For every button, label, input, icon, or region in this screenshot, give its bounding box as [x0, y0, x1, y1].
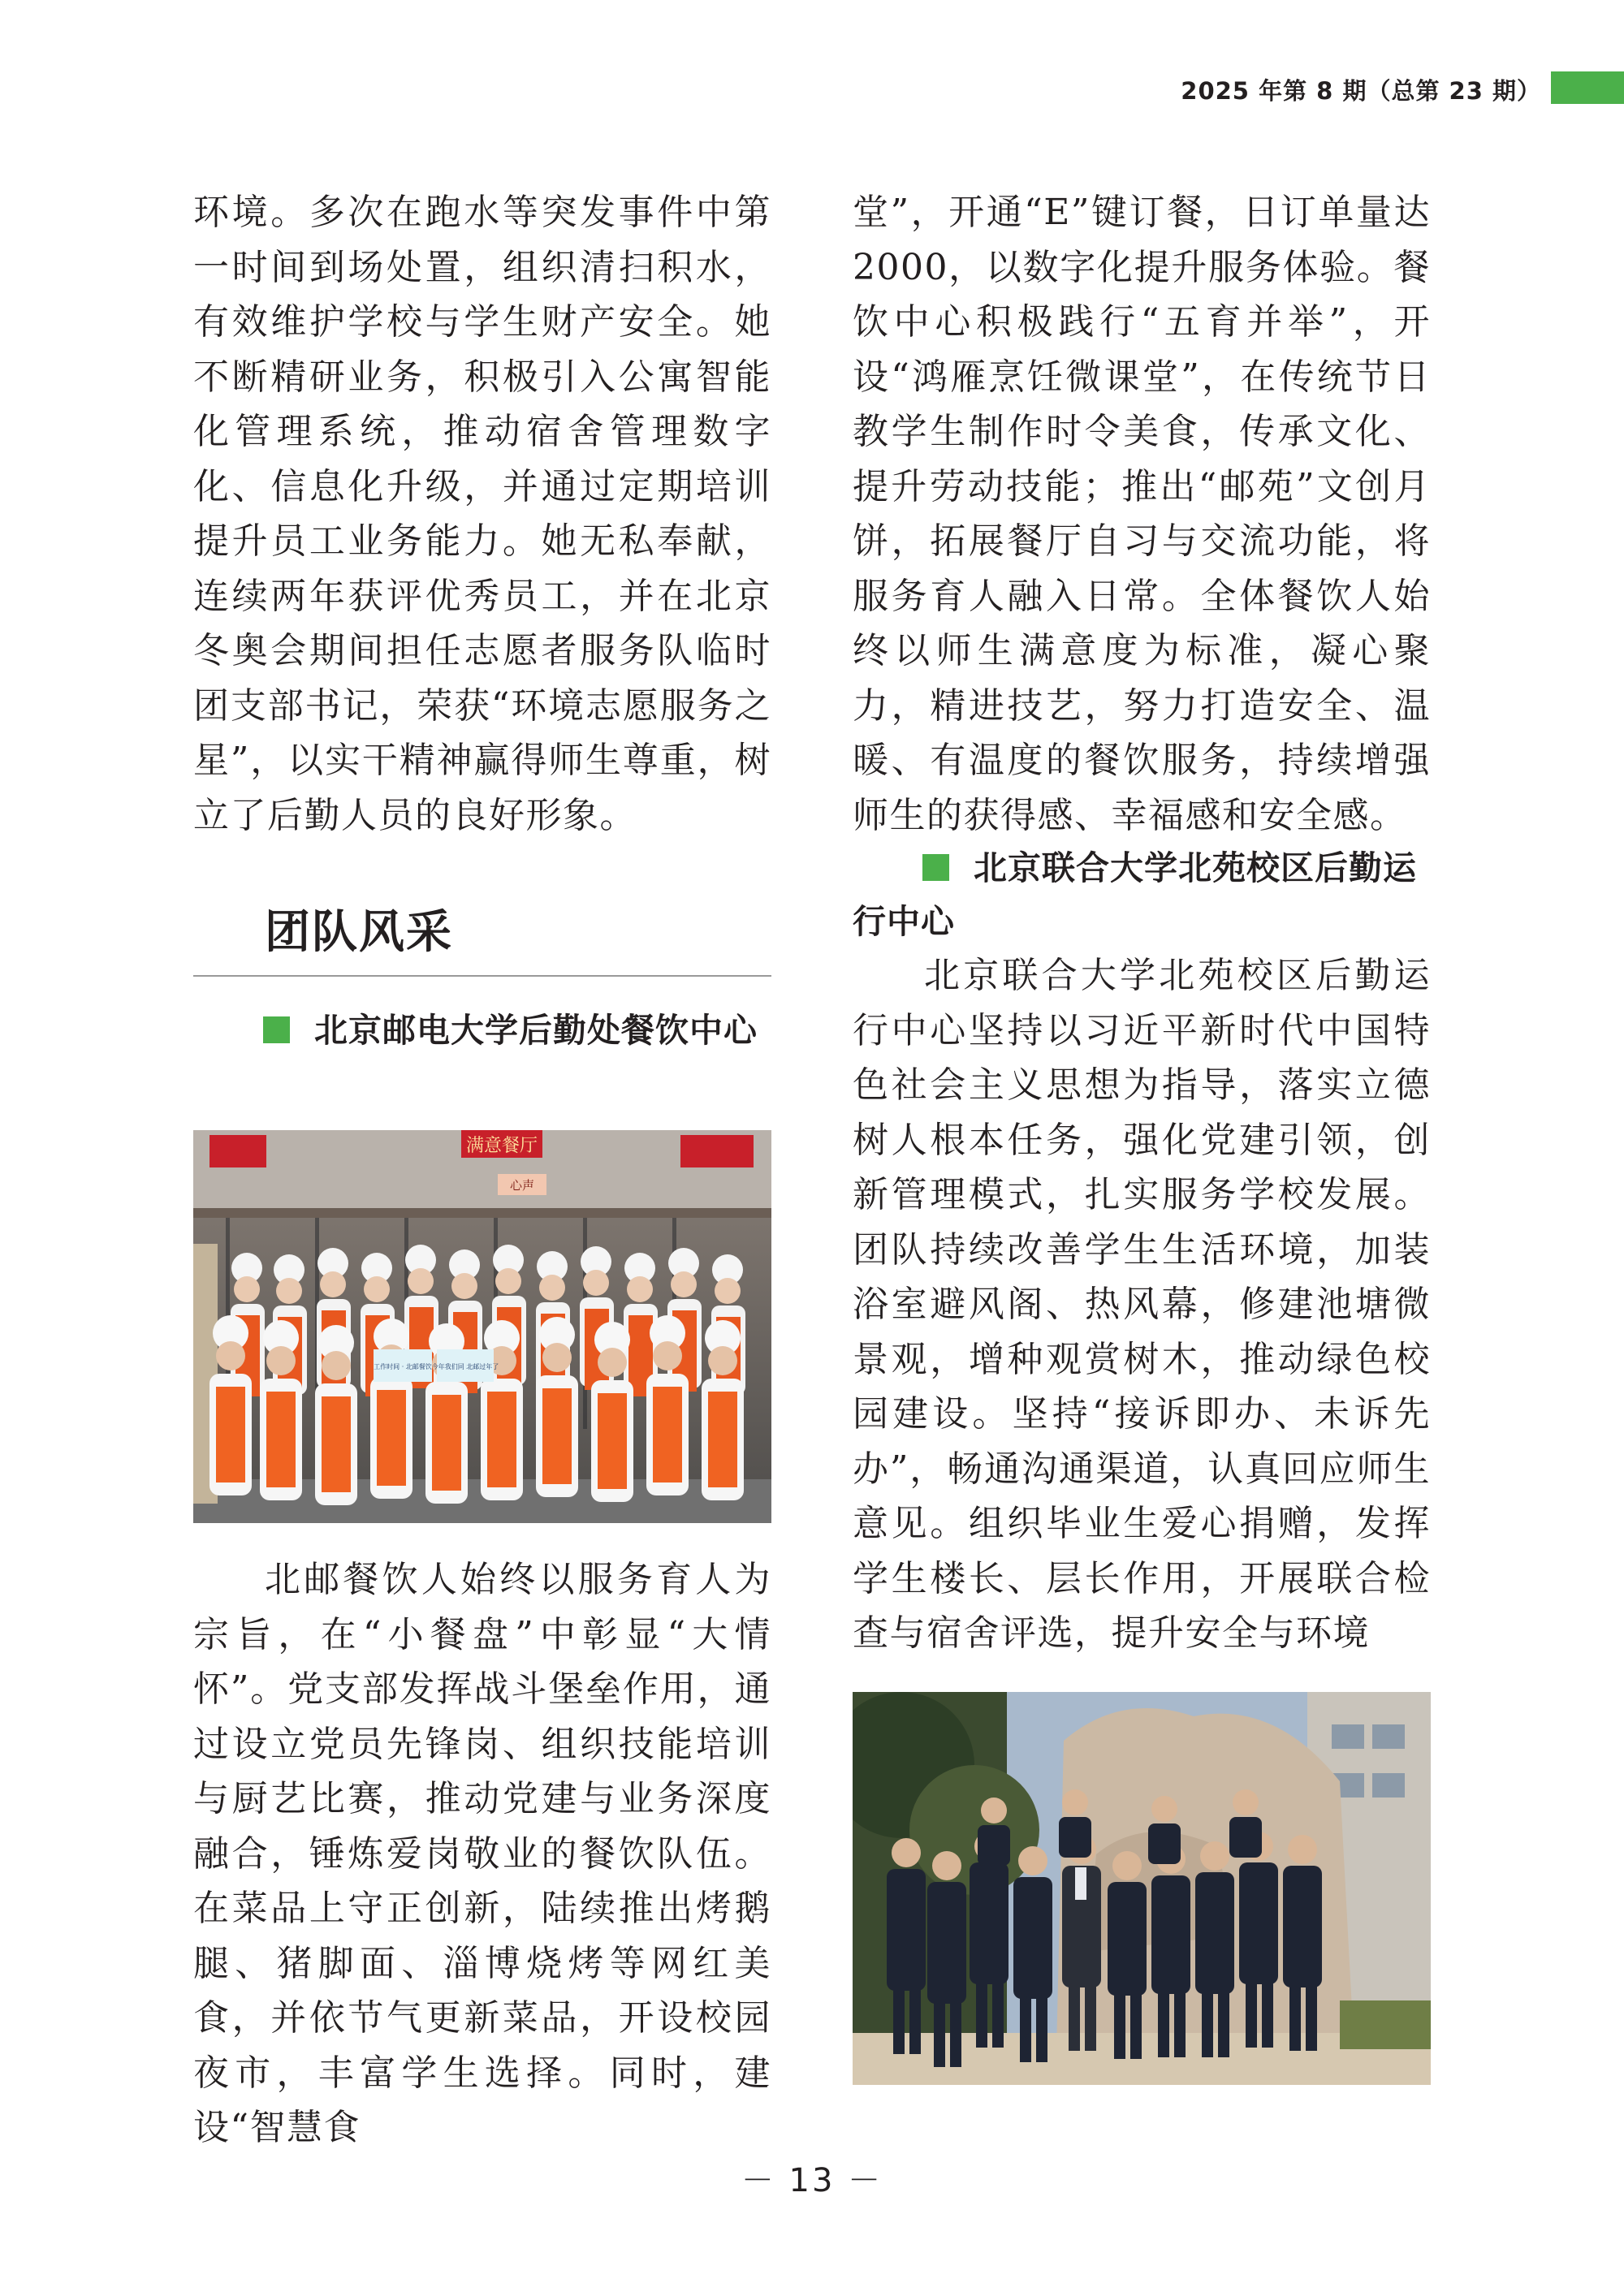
canteen-sign-text: 心声 — [509, 1178, 535, 1193]
canteen-team-photo — [193, 1130, 771, 1523]
header-accent-bar — [1551, 71, 1624, 104]
team2-heading-block — [853, 841, 1431, 948]
team1-body-left — [193, 1552, 771, 2156]
green-square-bullet-icon — [263, 1016, 290, 1043]
canteen-banner-text: 满意餐厅 — [465, 1136, 538, 1156]
left-column-intro — [193, 185, 771, 843]
team1-continued-paragraph: 堂”，开通“E”键订餐，日订单量达2000，以数字化提升服务体验。餐饮中心积极践行“五育并举”，开设“鸿雁烹饪微课堂”，在传统节日教学生制作时令美食，传承文化、提升劳动技能；推出“邮苑”文创月饼，拓展餐厅自习与交流功能，将服务育人融入日常。全体餐饮人始终以师生满意度为标准，凝心聚力，精进技艺，努力打造安全、温暖、有温度的餐饮服务，持续增强师生的获得感、幸福感和安全感。 — [853, 192, 1431, 836]
green-square-bullet-icon — [922, 854, 949, 881]
intro-paragraph: 环境。多次在跑水等突发事件中第一时间到场处置，组织清扫积水，有效维护学校与学生财产安全。她不断精研业务，积极引入公寓智能化管理系统，推动宿舍管理数字化、信息化升级，并通过定期培训提升员工业务能力。她无私奉献，连续两年获评优秀员工，并在北京冬奥会期间担任志愿者服务队临时团支部书记，荣获“环境志愿服务之星”，以实干精神赢得师生尊重，树立了后勤人员的良好形象。 — [193, 192, 771, 836]
team2-body — [853, 948, 1431, 1661]
team2-heading-text: 北京联合大学北苑校区后勤运行中心 — [853, 848, 1417, 941]
team2-paragraph: 北京联合大学北苑校区后勤运行中心坚持以习近平新时代中国特色社会主义思想为指导，落实立德树人根本任务，强化党建引领，创新管理模式，扎实服务学校发展。团队持续改善学生生活环境，加装浴室避风阁、热风幕，修建池塘微景观，增种观赏树木，推动绿色校园建设。坚持“接诉即办、未诉先办”，畅通沟通渠道，认真回应师生意见。组织毕业生爱心捐赠，发挥学生楼长、层长作用，开展联合检查与宿舍评选，提升安全与环境 — [853, 955, 1431, 1654]
canteen-card-2-text: 今年我们同 北邮过年了 — [431, 1363, 499, 1370]
team1-heading-text: 北京邮电大学后勤处餐饮中心 — [314, 1011, 758, 1050]
canteen-card-1-text: 工作时间 · 北邮餐饮 — [374, 1363, 432, 1370]
team2-heading — [853, 841, 1431, 948]
issue-label: 2025 年第 8 期（总第 23 期） — [1181, 77, 1541, 105]
team1-heading-block — [193, 1003, 771, 1057]
team1-heading — [193, 1003, 771, 1057]
team1-paragraph: 北邮餐饮人始终以服务育人为宗旨，在“小餐盘”中彰显“大情怀”。党支部发挥战斗堡垒作用，通过设立党员先锋岗、组织技能培训与厨艺比赛，推动党建与业务深度融合，锤炼爱岗敬业的餐饮队伍。在菜品上守正创新，陆续推出烤鹅腿、猪脚面、淄博烧烤等网红美食，并依节气更新菜品，开设校园夜市，丰富学生选择。同时，建设“智慧食 — [193, 1559, 771, 2148]
section-divider — [193, 975, 771, 977]
page-number: － 13 － — [741, 2162, 883, 2199]
section-title: 团队风采 — [265, 906, 453, 959]
team1-body-right — [853, 185, 1431, 843]
logistics-team-photo — [853, 1692, 1431, 2085]
